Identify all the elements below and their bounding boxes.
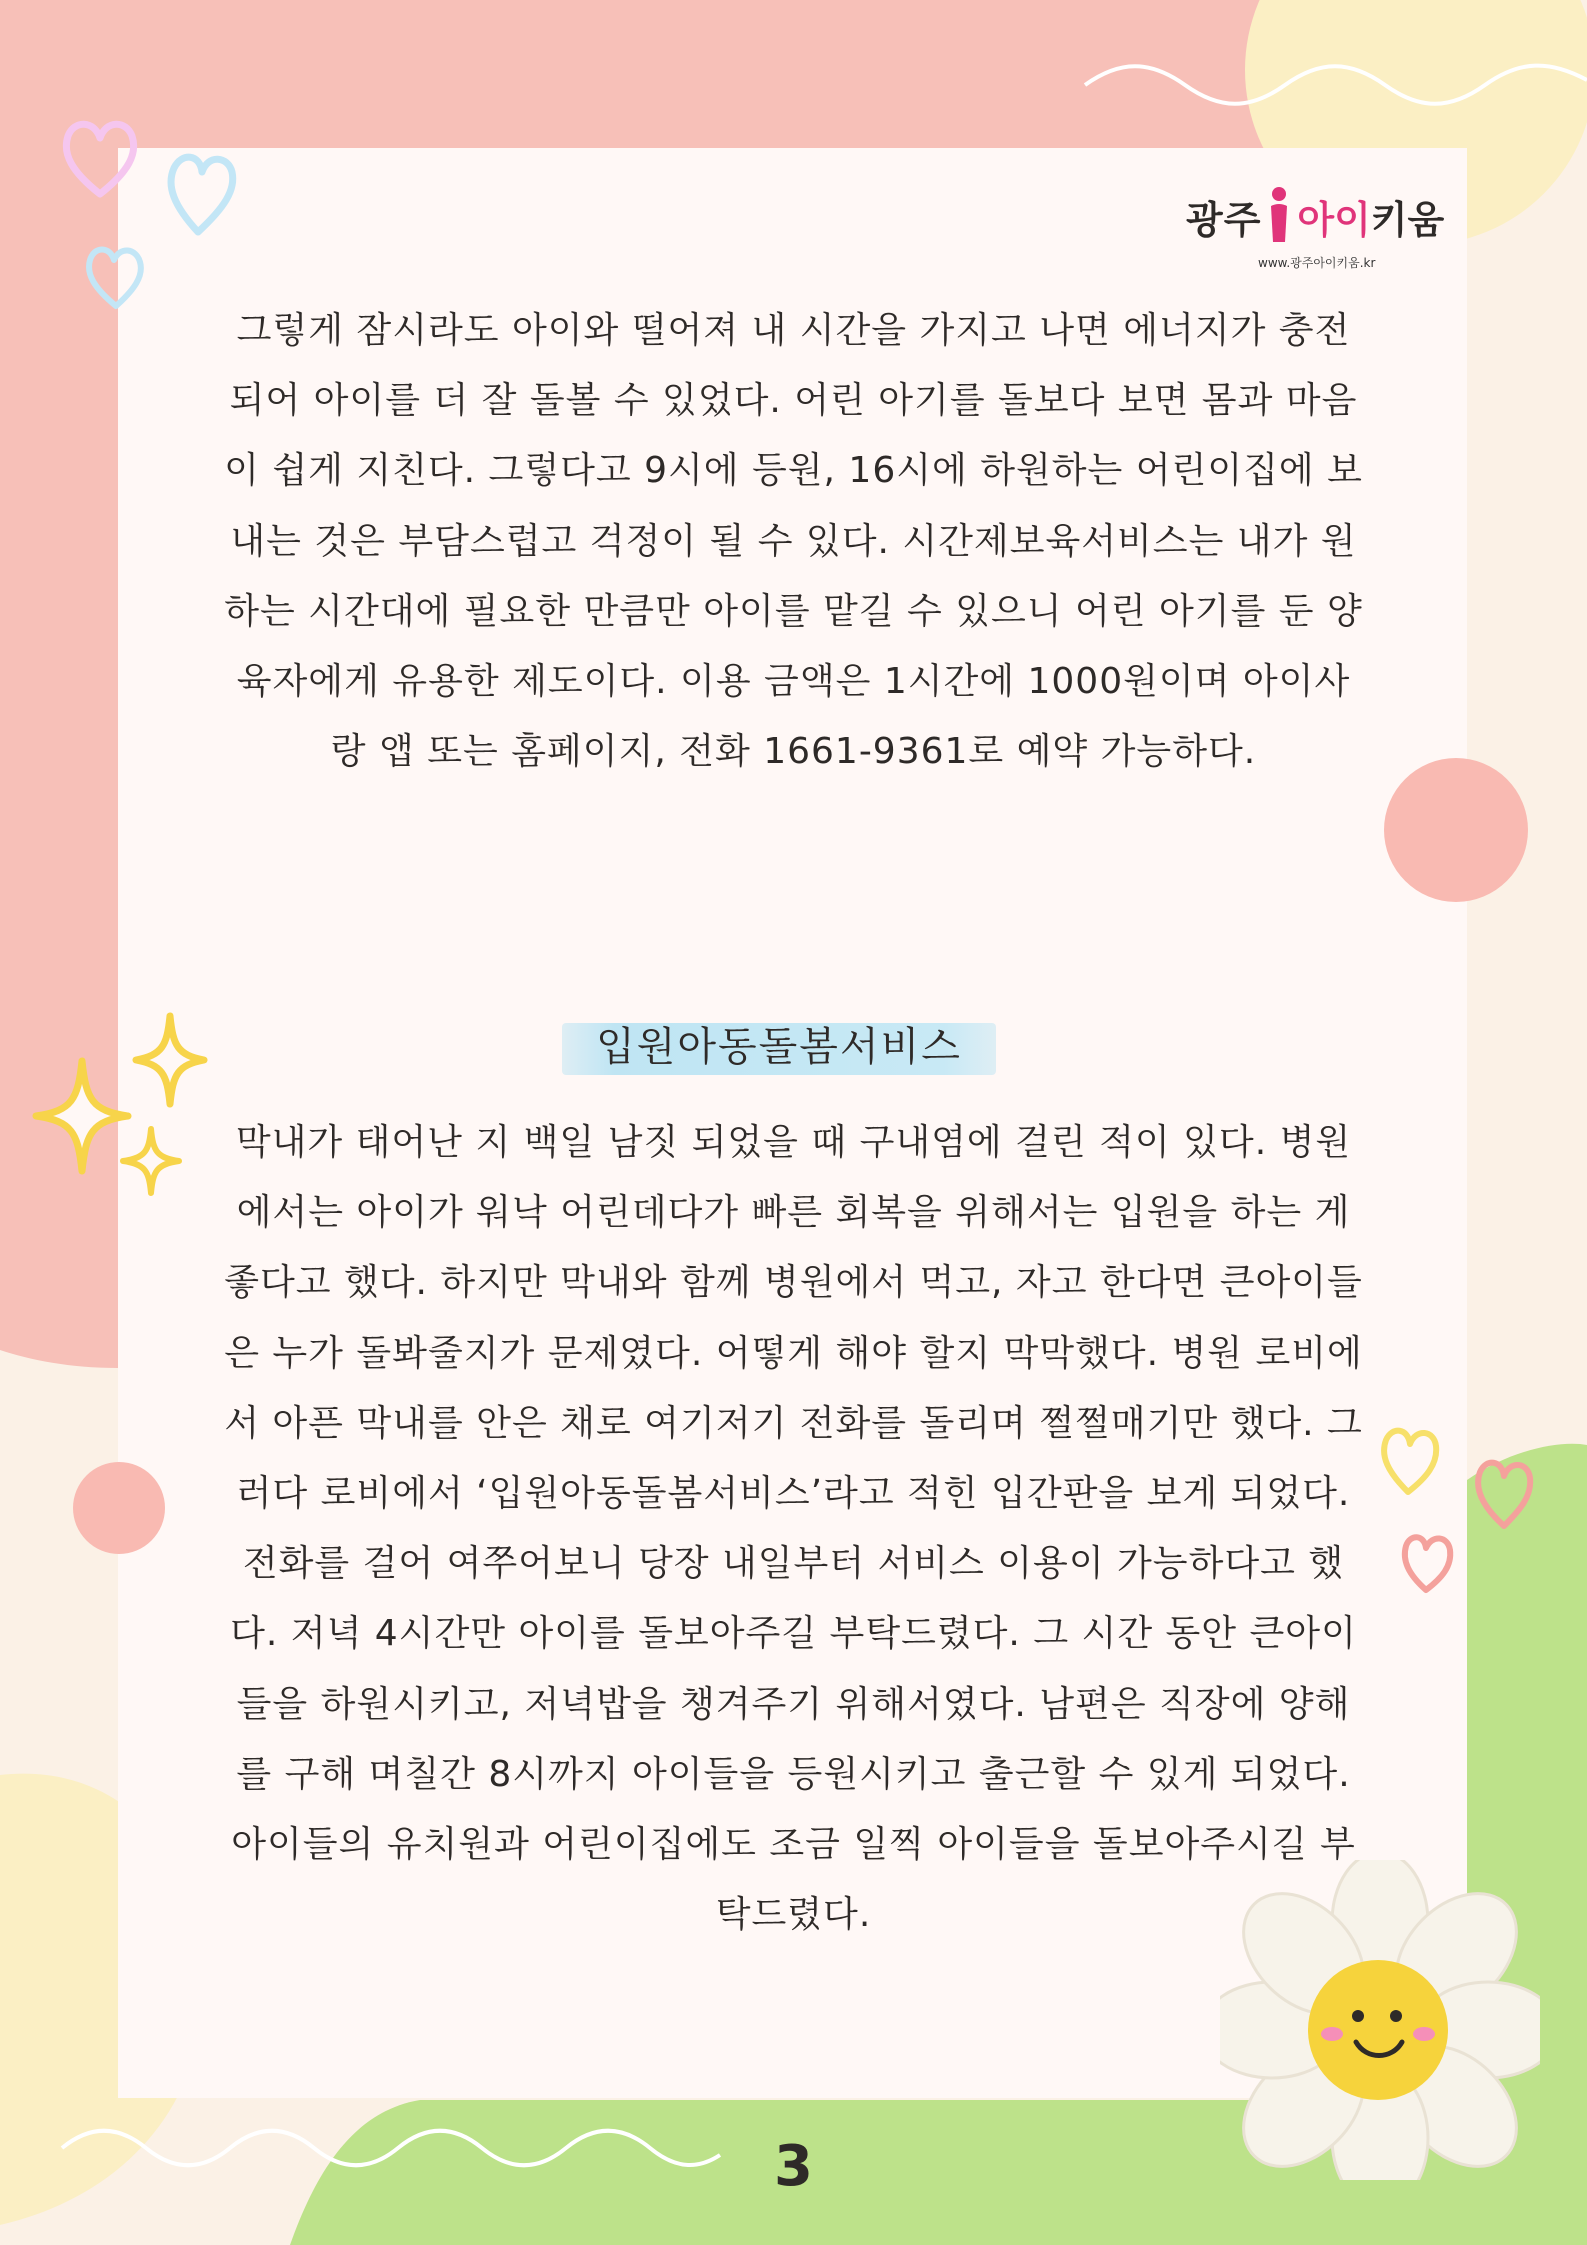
pink-circle-left-icon: [73, 1462, 165, 1554]
section-title: 입원아동돌봄서비스: [596, 1024, 962, 1070]
heart-pink-small-icon: [1398, 1526, 1458, 1596]
pink-circle-right-icon: [1384, 758, 1528, 902]
paragraph-hospital-care: 막내가 태어난 지 백일 남짓 되었을 때 구내염에 걸린 적이 있다. 병원에서는 아이가 워낙 어린데다가 빠른 회복을 위해서는 입원을 하는 게 좋다고 했다. 하지만 막내와 함께 병원에서 먹고, 자고 한다면 큰아이들은 누가 돌봐줄지가 문제였다. 어떻게 해야 할지 막막했다. 병원 로비에서 아픈 막내를 안은 채로 여기저기 전화를 돌리며 쩔쩔매기만 했다. 그러다 로비에서 ‘입원아동돌봄서비스’라고 적힌 입간판을 보게 되었다. 전화를 걸어 여쭈어보니 당장 내일부터 서비스 이용이 가능하다고 했다. 저녁 4시간만 아이를 돌보아주길 부탁드렸다. 그 시간 동안 큰아이들을 하원시키고, 저녁밥을 챙겨주기 위해서였다. 남편은 직장에 양해를 구해 며칠간 8시까지 아이들을 등원시키고 출근할 수 있게 되었다. 아이들의 유치원과 어린이집에도 조금 일찍 아이들을 돌보아주시길 부탁드렸다.: [224, 1122, 1363, 1936]
logo: [1186, 170, 1446, 278]
logo-url: www.광주아이키움.kr: [1258, 256, 1376, 270]
logo-text-grow: 키움: [1370, 198, 1445, 242]
logo-text-child: 아이: [1297, 198, 1371, 242]
logo-child-figure-icon: [1265, 186, 1293, 244]
page-number: 3: [774, 2134, 813, 2199]
paragraph-time-care: 그렇게 잠시라도 아이와 떨어져 내 시간을 가지고 나면 에너지가 충전되어 아이를 더 잘 돌볼 수 있었다. 어린 아기를 돌보다 보면 몸과 마음이 쉽게 지친다. 그렇다고 9시에 등원, 16시에 하원하는 어린이집에 보내는 것은 부담스럽고 걱정이 될 수 있다. 시간제보육서비스는 내가 원하는 시간대에 필요한 만큼만 아이를 맡길 수 있으니 어린 아기를 둔 양육자에게 유용한 제도이다. 이용 금액은 1시간에 1000원이며 아이사랑 앱 또는 홈페이지, 전화 1661-9361로 예약 가능하다.: [224, 310, 1363, 773]
heart-blue-icon: [162, 140, 242, 240]
sparkle-medium-icon: [130, 1010, 210, 1110]
logo-text-region: 광주: [1186, 198, 1262, 242]
heart-yellow-icon: [1378, 1418, 1444, 1498]
heart-pink-icon: [60, 112, 140, 202]
heart-coral-icon: [1468, 1448, 1538, 1532]
section-heading: [562, 1005, 996, 1077]
sparkle-small-icon: [118, 1124, 184, 1198]
logo-wordmark: [1186, 186, 1444, 244]
heart-light-blue-icon: [82, 236, 148, 312]
